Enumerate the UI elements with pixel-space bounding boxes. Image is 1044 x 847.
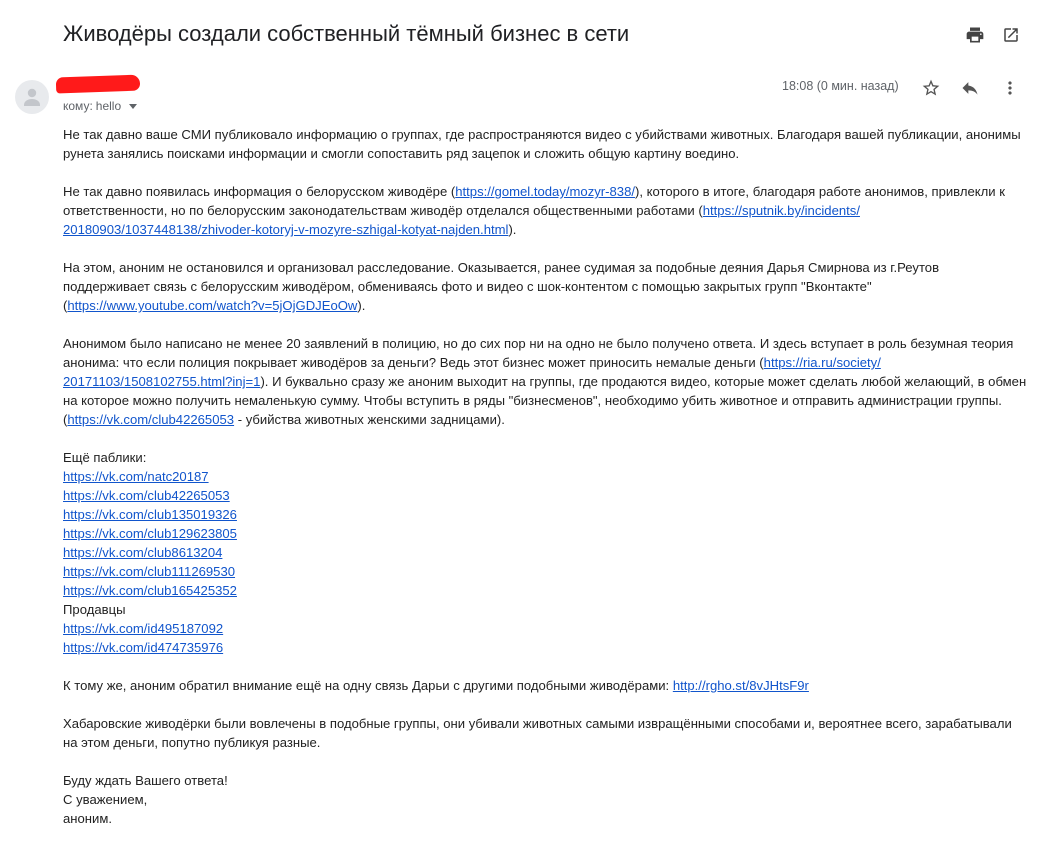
chevron-down-icon[interactable]	[129, 104, 137, 109]
more-vert-icon[interactable]	[998, 76, 1022, 100]
paragraph-1: Не так давно ваше СМИ публиковало информацию о группах, где распространяются видео с убийствами животных. Благодаря вашей публикации, анонимы рунета занялись поисками информации и смогли сопоставить ряд зацепок и сложить общую картину воедино.	[63, 127, 1021, 161]
public-link[interactable]: https://vk.com/club111269530	[63, 564, 236, 579]
link-sputnik[interactable]: https://sputnik.by/incidents/	[702, 203, 860, 218]
links-list	[63, 448, 1033, 657]
paragraph-3: На этом, аноним не остановился и организовал расследование. Оказывается, ранее судимая за подобные деяния Дарья Смирнова из г.Реутов поддерживает связь с белорусским живодёром, обмениваясь фото и видео с шок-контентом с помощью закрытых групп "Вконтакте" (https://www.youtube.com/watch?v=5jOjGDJEoOw).	[63, 260, 940, 313]
open-in-new-window-icon[interactable]	[1000, 24, 1022, 46]
recipient-line	[63, 99, 137, 113]
paragraph-5: К тому же, аноним обратил внимание ещё на одну связь Дарьи с другими подобными живодёрами: http://rgho.st/8vJHtsF9r	[63, 678, 809, 693]
publics-label: Ещё паблики:	[63, 450, 147, 465]
link-ria-cont[interactable]: 20171103/1508102755.html?inj=1	[63, 374, 261, 389]
star-icon[interactable]	[919, 76, 943, 100]
message-body	[63, 125, 1033, 847]
paragraph-2: Не так давно появилась информация о белорусском живодёре (https://gomel.today/mozyr-838/), которого в итоге, благодаря работе анонимов, привлекли к ответственности, но по белорусским законодательствам живодёр отделался общественными работами (https://sputnik.by/incidents/ 20180903/1037448138/zhivoder-kotoryj-v-mozyre-szhigal-kotyat-najden.html).	[63, 184, 1005, 237]
email-subject: Живодёры создали собственный тёмный бизнес в сети	[63, 21, 630, 46]
recipient-name: hello	[95, 99, 122, 113]
sender-avatar	[15, 80, 49, 114]
public-link[interactable]: https://vk.com/club8613204	[63, 545, 223, 560]
public-link[interactable]: https://vk.com/club135019326	[63, 507, 237, 522]
link-ria[interactable]: https://ria.ru/society/	[763, 355, 881, 370]
reply-icon[interactable]	[958, 76, 982, 100]
redacted-sender-name	[56, 75, 141, 94]
link-youtube[interactable]: https://www.youtube.com/watch?v=5jOjGDJEoOw	[67, 298, 358, 313]
paragraph-4: Анонимом было написано не менее 20 заявлений в полицию, но до сих пор ни на одно не было получено ответа. И здесь вступает в роль безумная теория анонима: что если полиция покрывает живодёров за деньги? Ведь этот бизнес может приносить немалые деньги (https://ria.ru/society/ 20171103/1508102755.html?inj=1). И буквально сразу же аноним выходит на группы, где продаются видео, которые может сделать любой желающий, в обмен на которое можно получить немаленькую сумму. Чтобы вступить в ряды "бизнесменов", необходимо убить животное и отправить администрации группы. (https://vk.com/club42265053 - убийства животных женскими задницами).	[63, 336, 1027, 427]
message-timestamp: 18:08 (0 мин. назад)	[782, 79, 899, 93]
public-link[interactable]: https://vk.com/club129623805	[63, 526, 237, 541]
public-link[interactable]: https://vk.com/club165425352	[63, 583, 237, 598]
link-vk-club[interactable]: https://vk.com/club42265053	[67, 412, 235, 427]
link-rgho[interactable]: http://rgho.st/8vJHtsF9r	[672, 678, 809, 693]
public-link[interactable]: https://vk.com/natc20187	[63, 469, 209, 484]
seller-link[interactable]: https://vk.com/id474735976	[63, 640, 224, 655]
seller-link[interactable]: https://vk.com/id495187092	[63, 621, 224, 636]
recipient-prefix: кому:	[63, 99, 93, 113]
paragraph-6: Хабаровские живодёрки были вовлечены в подобные группы, они убивали животных самыми извращёнными способами и, вероятнее всего, зарабатывали на этом деньги, попутно публикуя разные.	[63, 716, 1012, 750]
sellers-label: Продавцы	[63, 602, 126, 617]
public-link[interactable]: https://vk.com/club42265053	[63, 488, 230, 503]
link-gomel[interactable]: https://gomel.today/mozyr-838/	[455, 184, 636, 199]
print-icon[interactable]	[964, 24, 986, 46]
link-sputnik-cont[interactable]: 20180903/1037448138/zhivoder-kotoryj-v-mozyre-szhigal-kotyat-najden.html	[63, 222, 509, 237]
closing: Буду ждать Вашего ответа! С уважением, аноним.	[63, 773, 228, 826]
person-icon	[15, 80, 49, 114]
